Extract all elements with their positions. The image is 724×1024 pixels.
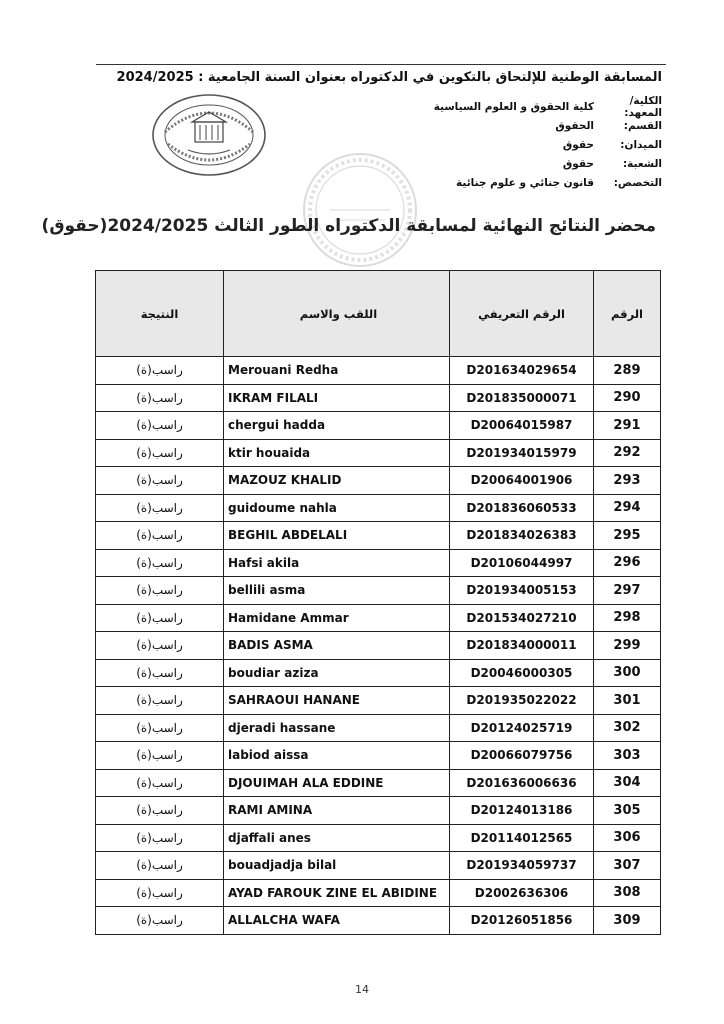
table-row [96, 632, 661, 660]
row-result: راسب(ة) [96, 879, 224, 907]
column-header-name: اللقب والاسم [224, 271, 450, 357]
row-number: 296 [594, 549, 661, 577]
row-name: bellili asma [224, 577, 450, 605]
row-id: D20126051856 [450, 907, 594, 935]
row-id: D20124025719 [450, 714, 594, 742]
table-row [96, 412, 661, 440]
row-id: D201834000011 [450, 632, 594, 660]
row-result: راسب(ة) [96, 549, 224, 577]
row-name: bouadjadja bilal [224, 852, 450, 880]
row-id: D20064001906 [450, 467, 594, 495]
table-body [96, 357, 661, 935]
row-id: D201934005153 [450, 577, 594, 605]
table-row [96, 852, 661, 880]
table-row [96, 357, 661, 385]
row-number: 304 [594, 769, 661, 797]
table-row [96, 659, 661, 687]
row-number: 306 [594, 824, 661, 852]
row-id: D201934059737 [450, 852, 594, 880]
row-number: 290 [594, 384, 661, 412]
row-result: راسب(ة) [96, 604, 224, 632]
row-number: 307 [594, 852, 661, 880]
row-name: Hafsi akila [224, 549, 450, 577]
column-header-number: الرقم [594, 271, 661, 357]
row-result: راسب(ة) [96, 522, 224, 550]
results-table [95, 270, 661, 935]
row-result: راسب(ة) [96, 632, 224, 660]
info-row-domain [382, 135, 662, 154]
column-header-id: الرقم التعريفي [450, 271, 594, 357]
row-name: BEGHIL ABDELALI [224, 522, 450, 550]
table-row [96, 714, 661, 742]
row-number: 293 [594, 467, 661, 495]
row-id: D20066079756 [450, 742, 594, 770]
info-value: كلية الحقوق و العلوم السياسية [433, 100, 594, 113]
row-name: ktir houaida [224, 439, 450, 467]
table-row [96, 687, 661, 715]
row-number: 302 [594, 714, 661, 742]
row-id: D201834026383 [450, 522, 594, 550]
row-number: 298 [594, 604, 661, 632]
row-id: D20124013186 [450, 797, 594, 825]
row-name: DJOUIMAH ALA EDDINE [224, 769, 450, 797]
row-id: D201534027210 [450, 604, 594, 632]
row-name: ALLALCHA WAFA [224, 907, 450, 935]
row-id: D201935022022 [450, 687, 594, 715]
university-seal-logo [150, 92, 268, 178]
row-result: راسب(ة) [96, 577, 224, 605]
row-number: 294 [594, 494, 661, 522]
row-result: راسب(ة) [96, 852, 224, 880]
row-id: D20064015987 [450, 412, 594, 440]
info-value: حقوق [562, 138, 594, 151]
table-header-row [96, 271, 661, 357]
row-result: راسب(ة) [96, 769, 224, 797]
row-result: راسب(ة) [96, 742, 224, 770]
row-name: RAMI AMINA [224, 797, 450, 825]
row-number: 308 [594, 879, 661, 907]
row-result: راسب(ة) [96, 384, 224, 412]
row-id: D201835000071 [450, 384, 594, 412]
row-id: D20046000305 [450, 659, 594, 687]
table-row [96, 824, 661, 852]
row-name: labiod aissa [224, 742, 450, 770]
info-value: قانون جنائي و علوم جنائية [456, 176, 594, 189]
table-row [96, 742, 661, 770]
column-header-result: النتيجة [96, 271, 224, 357]
row-number: 295 [594, 522, 661, 550]
row-id: D201836060533 [450, 494, 594, 522]
row-name: IKRAM FILALI [224, 384, 450, 412]
row-id: D201934015979 [450, 439, 594, 467]
table-row [96, 494, 661, 522]
row-number: 299 [594, 632, 661, 660]
row-id: D20114012565 [450, 824, 594, 852]
info-row-faculty [382, 94, 662, 119]
row-name: djeradi hassane [224, 714, 450, 742]
info-row-department [382, 116, 662, 135]
row-number: 305 [594, 797, 661, 825]
row-name: djaffali anes [224, 824, 450, 852]
info-label: القسم: [623, 119, 662, 132]
table-row [96, 439, 661, 467]
row-result: راسب(ة) [96, 412, 224, 440]
row-name: Merouani Redha [224, 357, 450, 385]
page-number: 14 [355, 983, 369, 996]
row-name: AYAD FAROUK ZINE EL ABIDINE [224, 879, 450, 907]
info-row-specialty [382, 173, 662, 192]
info-value: الحقوق [555, 119, 594, 132]
table-row [96, 769, 661, 797]
row-result: راسب(ة) [96, 659, 224, 687]
row-name: guidoume nahla [224, 494, 450, 522]
table-row [96, 522, 661, 550]
row-result: راسب(ة) [96, 907, 224, 935]
row-number: 291 [594, 412, 661, 440]
top-rule [96, 64, 666, 65]
document-title: محضر النتائج النهائية لمسابقة الدكتوراه الطور الثالث 2024/2025(حقوق) [41, 216, 656, 236]
row-number: 303 [594, 742, 661, 770]
row-result: راسب(ة) [96, 797, 224, 825]
row-result: راسب(ة) [96, 467, 224, 495]
row-name: BADIS ASMA [224, 632, 450, 660]
row-result: راسب(ة) [96, 357, 224, 385]
row-name: MAZOUZ KHALID [224, 467, 450, 495]
row-result: راسب(ة) [96, 824, 224, 852]
info-label: الكلية/المعهد: [624, 94, 662, 119]
row-number: 300 [594, 659, 661, 687]
competition-title: المسابقة الوطنية للإلتحاق بالتكوين في الدكتوراه بعنوان السنة الجامعية : 2024/2025 [116, 70, 662, 85]
info-label: الميدان: [620, 138, 662, 151]
table-row [96, 604, 661, 632]
row-result: راسب(ة) [96, 687, 224, 715]
info-value: حقوق [562, 157, 594, 170]
row-number: 289 [594, 357, 661, 385]
row-number: 301 [594, 687, 661, 715]
info-row-branch [382, 154, 662, 173]
table-row [96, 549, 661, 577]
table-row [96, 577, 661, 605]
row-number: 297 [594, 577, 661, 605]
row-id: D201636006636 [450, 769, 594, 797]
row-result: راسب(ة) [96, 714, 224, 742]
row-id: D20106044997 [450, 549, 594, 577]
row-name: chergui hadda [224, 412, 450, 440]
table-row [96, 907, 661, 935]
row-id: D201634029654 [450, 357, 594, 385]
official-stamp [300, 150, 420, 270]
info-label: الشعبة: [622, 157, 662, 170]
row-number: 309 [594, 907, 661, 935]
row-name: SAHRAOUI HANANE [224, 687, 450, 715]
info-label: التخصص: [613, 176, 662, 189]
row-id: D2002636306 [450, 879, 594, 907]
table-row [96, 879, 661, 907]
row-name: boudiar aziza [224, 659, 450, 687]
row-result: راسب(ة) [96, 494, 224, 522]
table-row [96, 467, 661, 495]
info-block [382, 94, 662, 192]
row-result: راسب(ة) [96, 439, 224, 467]
row-name: Hamidane Ammar [224, 604, 450, 632]
table-row [96, 384, 661, 412]
row-number: 292 [594, 439, 661, 467]
table-row [96, 797, 661, 825]
